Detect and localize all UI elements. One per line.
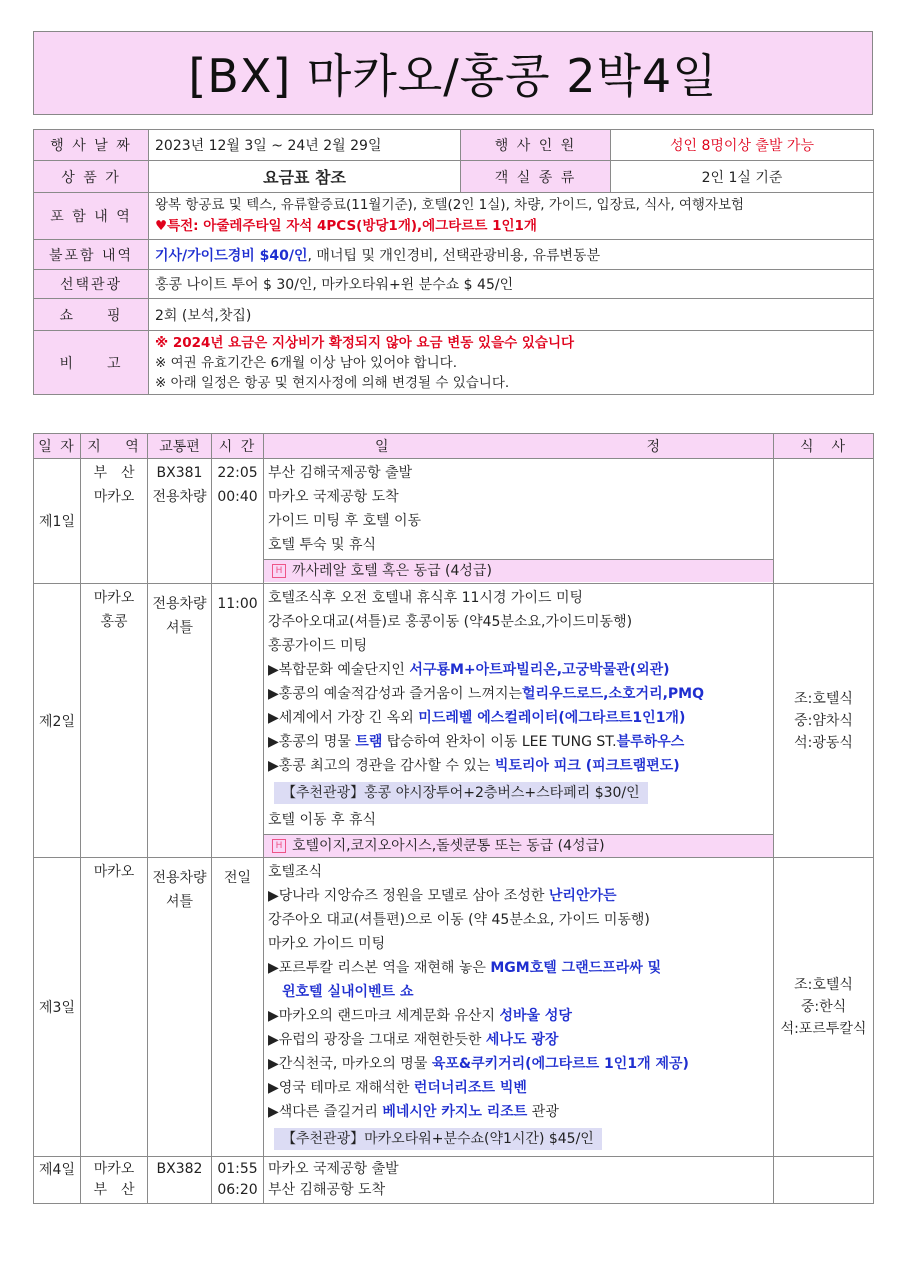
day3-meal — [774, 858, 874, 1157]
day3-transport-1: 전용차량 — [152, 870, 207, 886]
day4-time-2: 06:20 — [217, 1182, 258, 1198]
day1-transport-1: BX381 — [156, 465, 203, 481]
day2-time-1: 11:00 — [217, 596, 258, 612]
day3-label: 제3일 — [34, 858, 81, 1157]
day3-transport — [148, 858, 212, 1157]
day3-line-9 — [268, 1052, 769, 1076]
day3-region-1: 마카오 — [93, 864, 135, 880]
option-value: 홍콩 나이트 투어 $ 30/인, 마카오타워+윈 분수쇼 $ 45/인 — [149, 270, 874, 299]
include-value — [149, 193, 874, 240]
day1-time-2: 00:40 — [217, 489, 258, 505]
hotel-icon: H — [272, 839, 286, 853]
day3-line-5 — [268, 956, 769, 980]
exclude-guide-fee: 기사/가이드경비 $40/인 — [155, 247, 308, 264]
day3-meal-2: 중:한식 — [800, 999, 847, 1015]
people-label: 행 사 인 원 — [461, 130, 611, 161]
day3-meal-3: 석:포르투칼식 — [780, 1021, 867, 1037]
day4-transport-1: BX382 — [156, 1161, 203, 1177]
day2-hotel-name: 호텔이지,코지오아시스,돌셋쿤통 또는 동급 (4성급) — [292, 838, 605, 854]
option-label: 선택관광 — [34, 270, 149, 299]
day3-line-7-highlight: 성바울 성당 — [499, 1008, 572, 1024]
include-benefit: ♥특전: 아줄레주타일 자석 4PCS(방당1개),에그타르트 1인1개 — [155, 218, 537, 234]
day3-line-2-highlight: 난리안가든 — [548, 888, 617, 904]
day3-line-7-text: ▶마카오의 랜드마크 세계문화 유산지 — [268, 1008, 500, 1024]
day3-transport-2: 셔틀 — [165, 894, 194, 910]
day3-recommended-tour: 【추천관광】마카오타워+분수쇼(약1시간) $45/인 — [274, 1128, 602, 1150]
day3-line-1: 호텔조식 — [268, 864, 323, 880]
day1-transport — [148, 459, 212, 584]
day3-time — [212, 858, 264, 1157]
header-transport: 교통편 — [148, 434, 212, 459]
day4-time-1: 01:55 — [217, 1161, 258, 1177]
day2-meal — [774, 584, 874, 858]
day3-line-6-highlight: 윈호텔 실내이벤트 쇼 — [282, 984, 414, 1000]
day1-line-4: 호텔 투숙 및 휴식 — [268, 537, 377, 553]
day2-line-8-text: ▶홍콩 최고의 경관을 감사할 수 있는 — [268, 758, 495, 774]
day1-plan — [264, 459, 774, 584]
note-label: 비 고 — [34, 331, 149, 395]
note-1: ※ 2024년 요금은 지상비가 확정되지 않아 요금 변동 있을수 있습니다 — [155, 334, 575, 351]
price-label: 상 품 가 — [34, 161, 149, 193]
note-3: ※ 아래 일정은 항공 및 현지사정에 의해 변경될 수 있습니다. — [155, 374, 510, 391]
day2-line-6-highlight: 미드레벨 에스컬레이터(에그타르트1인1개) — [418, 710, 686, 726]
day4-region-1: 마카오 — [93, 1161, 135, 1177]
day3-line-11 — [268, 1100, 769, 1124]
day4-line-1: 마카오 국제공항 출발 — [268, 1161, 399, 1177]
day1-region-1: 부 산 — [93, 465, 135, 481]
day2-hotel — [264, 834, 773, 857]
day2-line-8 — [268, 754, 769, 778]
day2-transport — [148, 584, 212, 858]
day3-line-8-text: ▶유럽의 광장을 그대로 재현한듯한 — [268, 1032, 486, 1048]
day2-line-1: 호텔조식후 오전 호텔내 휴식후 11시경 가이드 미팅 — [268, 590, 583, 606]
day2-line-7-highlight: 트램 — [355, 734, 383, 750]
header-region: 지 역 — [81, 434, 148, 459]
day3-line-2-text: ▶당나라 지앙슈즈 정원을 모델로 삼아 조성한 — [268, 888, 549, 904]
day1-meal — [774, 459, 874, 584]
page-title: [BX] 마카오/홍콩 2박4일 — [33, 31, 873, 115]
day2-line-7-text2: 탑승하여 완차이 이동 LEE TUNG ST. — [382, 734, 617, 750]
day1-hotel — [264, 559, 773, 582]
day3-meal-1: 조:호텔식 — [794, 977, 853, 993]
day2-line-5 — [268, 682, 769, 706]
day3-line-6 — [268, 980, 769, 1004]
shop-value: 2회 (보석,찻집) — [149, 299, 874, 331]
day2-line-4-highlight: 서구룡M+아트파빌리온,고궁박물관(외관) — [409, 662, 670, 678]
day3-plan — [264, 858, 774, 1157]
day3-line-11-text2: 관광 — [527, 1104, 559, 1120]
header-day: 일 자 — [34, 434, 81, 459]
day4-time — [212, 1157, 264, 1204]
date-value: 2023년 12월 3일 ~ 24년 2월 29일 — [149, 130, 461, 161]
header-time: 시 간 — [212, 434, 264, 459]
shop-label: 쇼 핑 — [34, 299, 149, 331]
day1-region — [81, 459, 148, 584]
day2-line-8-highlight: 빅토리아 피크 (피크트램편도) — [494, 758, 680, 774]
day2-line-3: 홍콩가이드 미팅 — [268, 638, 368, 654]
day2-line-9: 호텔 이동 후 휴식 — [268, 812, 377, 828]
price-value: 요금표 참조 — [149, 161, 461, 193]
note-value — [149, 331, 874, 395]
day4-region — [81, 1157, 148, 1204]
day3-line-10 — [268, 1076, 769, 1100]
hotel-icon: H — [272, 564, 286, 578]
day4-meal — [774, 1157, 874, 1204]
day2-line-2: 강주아오대교(셔틀)로 홍콩이동 (약45분소요,가이드미동행) — [268, 614, 633, 630]
day3-line-8-highlight: 세나도 광장 — [485, 1032, 559, 1048]
day2-line-5-text: ▶홍콩의 예술적감성과 즐거움이 느껴지는 — [268, 686, 523, 702]
day3-line-5-highlight: MGM호텔 그랜드프라싸 및 — [490, 960, 662, 976]
day3-line-11-text: ▶색다른 즐길거리 — [268, 1104, 383, 1120]
exclude-value — [149, 240, 874, 270]
day2-line-5-highlight: 헐리우드로드,소호거리,PMQ — [522, 686, 705, 702]
date-label: 행 사 날 짜 — [34, 130, 149, 161]
room-value: 2인 1실 기준 — [611, 161, 874, 193]
day2-label: 제2일 — [34, 584, 81, 858]
day2-line-7-highlight2: 블루하우스 — [616, 734, 685, 750]
day2-plan — [264, 584, 774, 858]
day2-transport-2: 셔틀 — [165, 620, 194, 636]
day2-line-7-text: ▶홍콩의 명물 — [268, 734, 356, 750]
day1-line-3: 가이드 미팅 후 호텔 이동 — [268, 513, 422, 529]
note-2: ※ 여권 유효기간은 6개월 이상 남아 있어야 합니다. — [155, 354, 458, 371]
day3-line-9-highlight: 육포&쿠키거리(에그타르트 1인1개 제공) — [431, 1056, 689, 1072]
day2-line-4 — [268, 658, 769, 682]
day2-line-4-text: ▶복합문화 예술단지인 — [268, 662, 410, 678]
day2-line-6 — [268, 706, 769, 730]
tour-info-table — [33, 129, 874, 395]
day2-time — [212, 584, 264, 858]
itinerary-table — [33, 433, 874, 1204]
day3-line-10-text: ▶영국 테마로 재해석한 — [268, 1080, 414, 1096]
exclude-rest: , 매너팁 및 개인경비, 선택관광비용, 유류변동분 — [307, 247, 601, 264]
day4-transport — [148, 1157, 212, 1204]
day2-meal-1: 조:호텔식 — [794, 690, 853, 707]
day2-region-1: 마카오 — [93, 590, 135, 606]
day2-transport-1: 전용차량 — [152, 596, 207, 612]
day3-line-4: 마카오 가이드 미팅 — [268, 936, 386, 952]
day2-recommended-tour: 【추천관광】홍콩 야시장투어+2층버스+스타페리 $30/인 — [274, 782, 648, 804]
include-label: 포 함 내 역 — [34, 193, 149, 240]
day4-label: 제4일 — [34, 1157, 81, 1204]
room-label: 객 실 종 류 — [461, 161, 611, 193]
day3-line-8 — [268, 1028, 769, 1052]
day4-region-2: 부 산 — [93, 1182, 135, 1198]
header-plan: 일 정 — [264, 434, 774, 459]
day3-time-1: 전일 — [223, 870, 252, 886]
include-line1: 왕복 항공료 및 텍스, 유류할증료(11월기준), 호텔(2인 1실), 차량, 가이드, 입장료, 식사, 여행자보험 — [155, 197, 745, 213]
day2-meal-3: 석:광동식 — [794, 734, 853, 751]
day1-region-2: 마카오 — [93, 489, 135, 505]
day3-line-5-text: ▶포르투칼 리스본 역을 재현해 놓은 — [268, 960, 491, 976]
day1-label: 제1일 — [34, 459, 81, 584]
day2-meal-2: 중:얌차식 — [794, 712, 853, 729]
header-meal: 식 사 — [774, 434, 874, 459]
day4-line-2: 부산 김해공항 도착 — [268, 1182, 386, 1198]
people-value: 성인 8명이상 출발 가능 — [611, 130, 874, 161]
day2-line-7 — [268, 730, 769, 754]
day4-plan — [264, 1157, 774, 1204]
day3-line-2 — [268, 884, 769, 908]
day3-line-10-highlight: 런더너리조트 빅벤 — [413, 1080, 527, 1096]
day2-region-2: 홍콩 — [100, 614, 128, 630]
day2-line-6-text: ▶세계에서 가장 긴 옥외 — [268, 710, 419, 726]
day1-line-1: 부산 김해국제공항 출발 — [268, 465, 413, 481]
day1-time — [212, 459, 264, 584]
day1-time-1: 22:05 — [217, 465, 258, 481]
day3-region — [81, 858, 148, 1157]
day1-line-2: 마카오 국제공항 도착 — [268, 489, 399, 505]
day1-hotel-name: 까사레알 호텔 혹은 동급 (4성급) — [292, 563, 492, 579]
day3-line-9-text: ▶간식천국, 마카오의 명물 — [268, 1056, 432, 1072]
day3-line-3: 강주아오 대교(셔틀편)으로 이동 (약 45분소요, 가이드 미동행) — [268, 912, 650, 928]
day3-line-11-highlight: 베네시안 카지노 리조트 — [382, 1104, 528, 1120]
exclude-label: 불포함 내역 — [34, 240, 149, 270]
day1-transport-2: 전용차량 — [152, 489, 207, 505]
day2-region — [81, 584, 148, 858]
day3-line-7 — [268, 1004, 769, 1028]
